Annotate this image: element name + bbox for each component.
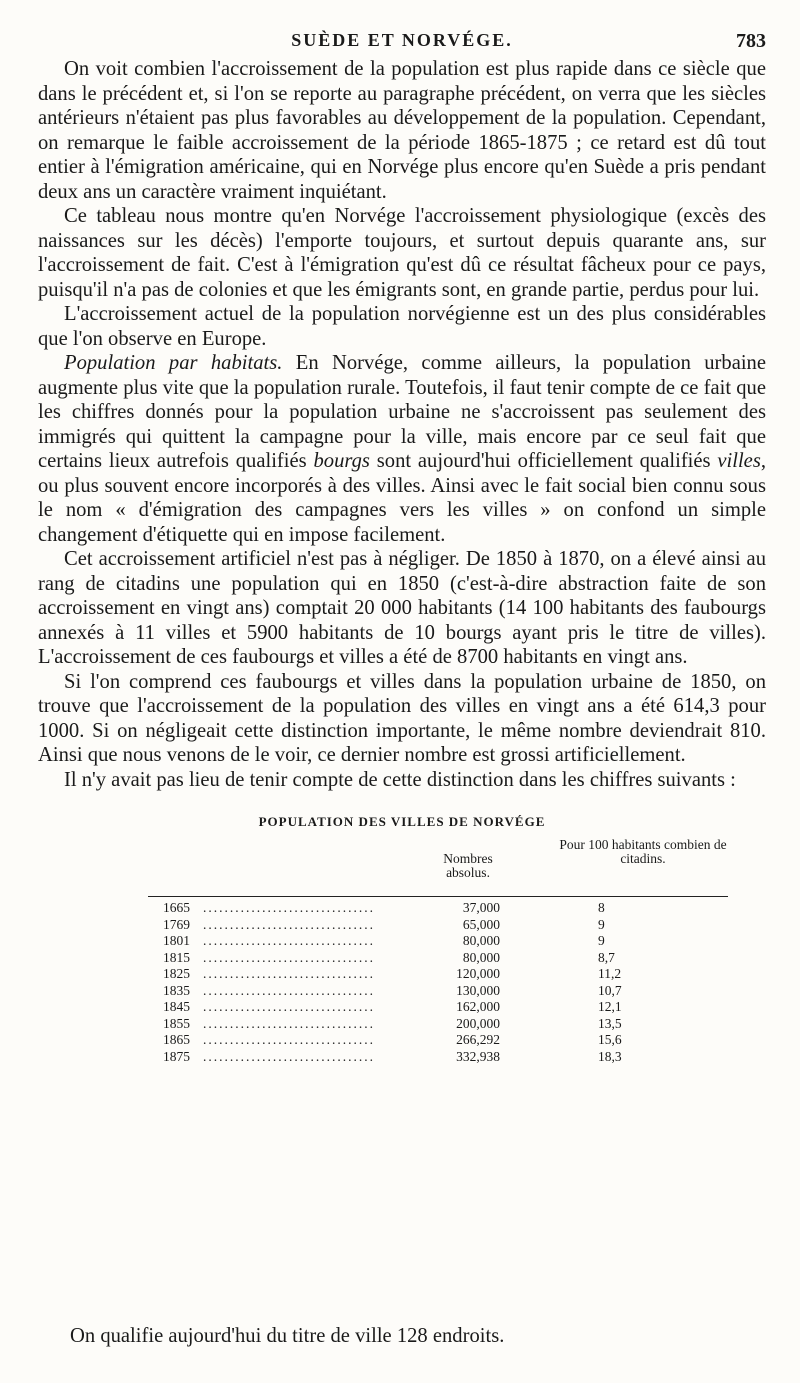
paragraph-3: L'accroissement actuel de la population norvégienne est un des plus considérables que l'on observe en Europe. xyxy=(38,303,766,350)
row-percent: 10,7 xyxy=(598,982,622,998)
row-percent: 8 xyxy=(598,900,605,915)
table-row xyxy=(38,950,766,967)
table-row xyxy=(38,917,766,934)
table-rows xyxy=(38,900,766,1065)
row-percent: 13,5 xyxy=(598,1015,622,1031)
table-row xyxy=(38,966,766,983)
col-header-absolute: Nombres absolus. xyxy=(443,851,493,880)
paragraph-4-text-c: , ou plus souvent encore incorporés à des villes. Ainsi avec le fait social bien connu sous le nom « d'émigration des campagnes vers les villes » on confond un simple changement d'étiquette qui en impose facilement. xyxy=(38,450,766,546)
row-leader-dots: ................................ xyxy=(203,1048,375,1064)
population-table xyxy=(38,814,766,1086)
table-row xyxy=(38,933,766,950)
row-percent: 18,3 xyxy=(598,1048,622,1064)
table-row xyxy=(38,1049,766,1066)
row-percent: 11,2 xyxy=(598,966,622,981)
row-year: 1855 xyxy=(163,1015,190,1031)
row-absolute: 200,000 xyxy=(456,1015,500,1031)
row-leader-dots: ................................ xyxy=(203,949,375,965)
row-percent: 15,6 xyxy=(598,1032,622,1047)
row-absolute: 162,000 xyxy=(456,999,500,1014)
row-leader-dots: ................................ xyxy=(203,966,375,981)
section-heading-italic: Population par habitats. xyxy=(64,352,283,374)
row-leader-dots: ................................ xyxy=(203,900,375,915)
row-year: 1835 xyxy=(163,982,190,998)
row-leader-dots: ................................ xyxy=(203,982,375,998)
running-title: SUÈDE ET NORVÉGE. xyxy=(291,30,513,50)
table-row xyxy=(38,999,766,1016)
row-absolute: 80,000 xyxy=(462,949,500,965)
paragraph-5: Cet accroissement artificiel n'est pas à négliger. De 1850 à 1870, on a élevé ainsi au rang de citadins une population qui en 1850 (c'est-à-dire abstraction faite de son accroissement en vingt ans) comptait 20 000 habitants (14 100 habitants des faubourgs annexés à 11 villes et 5900 habitants de 10 bourgs ayant pris le titre de villes). L'accroissement de ces faubourgs et villes a été de 8700 habitants en vingt ans. xyxy=(38,548,766,668)
document-page xyxy=(38,0,766,1086)
table-row xyxy=(38,983,766,1000)
col-header-percent: Pour 100 habitants combien de citadins. xyxy=(559,837,727,866)
row-percent: 9 xyxy=(598,916,605,932)
table-title: POPULATION DES VILLES DE NORVÉGE xyxy=(258,814,546,829)
row-leader-dots: ................................ xyxy=(203,933,375,948)
row-percent: 12,1 xyxy=(598,999,622,1014)
italic-bourgs: bourgs xyxy=(313,450,370,472)
row-absolute: 332,938 xyxy=(456,1048,500,1064)
table-row xyxy=(38,1016,766,1033)
body-text xyxy=(38,57,766,792)
row-absolute: 266,292 xyxy=(456,1032,500,1047)
paragraph-4-text-a: En Norvége, comme ailleurs, la population urbaine augmente plus vite que la population rurale. Toutefois, il faut tenir compte de ce fait que les chiffres donnés pour la population urbaine ne s'accroissent pas seulement des immigrés qui quittent la campagne pour la ville, mais encore par ce seul fait que certains lieux autrefois qualifiés xyxy=(38,352,766,472)
row-year: 1801 xyxy=(163,933,190,948)
page-header xyxy=(38,0,766,52)
paragraph-1: On voit combien l'accroissement de la population est plus rapide dans ce siècle que dans le précédent et, si l'on se reporte au paragraphe précédent, on verra que les siècles antérieurs n'étaient pas plus favorables au développement de la population. Cependant, on remarque le faible accroissement de la période 1865-1875 ; ce retard est dû tout entier à l'émigration américaine, qui en Norvége plus encore qu'en Suède a pris pendant deux ans un caractère vraiment inquiétant. xyxy=(38,58,766,203)
row-year: 1665 xyxy=(163,900,190,915)
row-absolute: 130,000 xyxy=(456,982,500,998)
row-year: 1865 xyxy=(163,1032,190,1047)
row-leader-dots: ................................ xyxy=(203,1032,375,1047)
table-rule xyxy=(148,896,728,897)
row-year: 1815 xyxy=(163,949,190,965)
paragraph-4-text-b: sont aujourd'hui officiellement qualifiés xyxy=(369,450,718,472)
row-leader-dots: ................................ xyxy=(203,1015,375,1031)
italic-villes: villes xyxy=(717,450,761,472)
row-absolute: 37,000 xyxy=(462,900,500,915)
row-leader-dots: ................................ xyxy=(203,916,375,932)
row-absolute: 65,000 xyxy=(462,916,500,932)
paragraph-6: Si l'on comprend ces faubourgs et villes dans la population urbaine de 1850, on trouve que l'accroissement de la population des villes en vingt ans a été 614,3 pour 1000. Si on négligeait cette distinction importante, le même nombre deviendrait 810. Ainsi que nous venons de le voir, ce dernier nombre est grossi artificiellement. xyxy=(38,670,766,766)
table-row xyxy=(38,900,766,917)
paragraph-2: Ce tableau nous montre qu'en Norvége l'accroissement physiologique (excès des naissances sur les décès) l'emporte toujours, et surtout depuis quarante ans, sur l'accroissement de fait. C'est à l'émigration qu'est dû ce résultat fâcheux pour ce pays, puisqu'il n'a pas de colonies et que les émigrants sont, en grande partie, perdus pour lui. xyxy=(38,205,766,301)
table-row xyxy=(38,1032,766,1049)
row-year: 1845 xyxy=(163,999,190,1014)
page-number: 783 xyxy=(736,30,766,52)
row-absolute: 80,000 xyxy=(462,933,500,948)
row-absolute: 120,000 xyxy=(456,966,500,981)
closing-sentence: On qualifie aujourd'hui du titre de ville 128 endroits. xyxy=(70,1325,505,1347)
row-leader-dots: ................................ xyxy=(203,999,375,1014)
row-percent: 9 xyxy=(598,933,605,948)
row-year: 1769 xyxy=(163,916,190,932)
paragraph-4 xyxy=(38,351,766,547)
row-year: 1825 xyxy=(163,966,190,981)
row-percent: 8,7 xyxy=(598,949,615,965)
paragraph-7: Il n'y avait pas lieu de tenir compte de cette distinction dans les chiffres suivants : xyxy=(64,768,736,791)
row-year: 1875 xyxy=(163,1048,190,1064)
